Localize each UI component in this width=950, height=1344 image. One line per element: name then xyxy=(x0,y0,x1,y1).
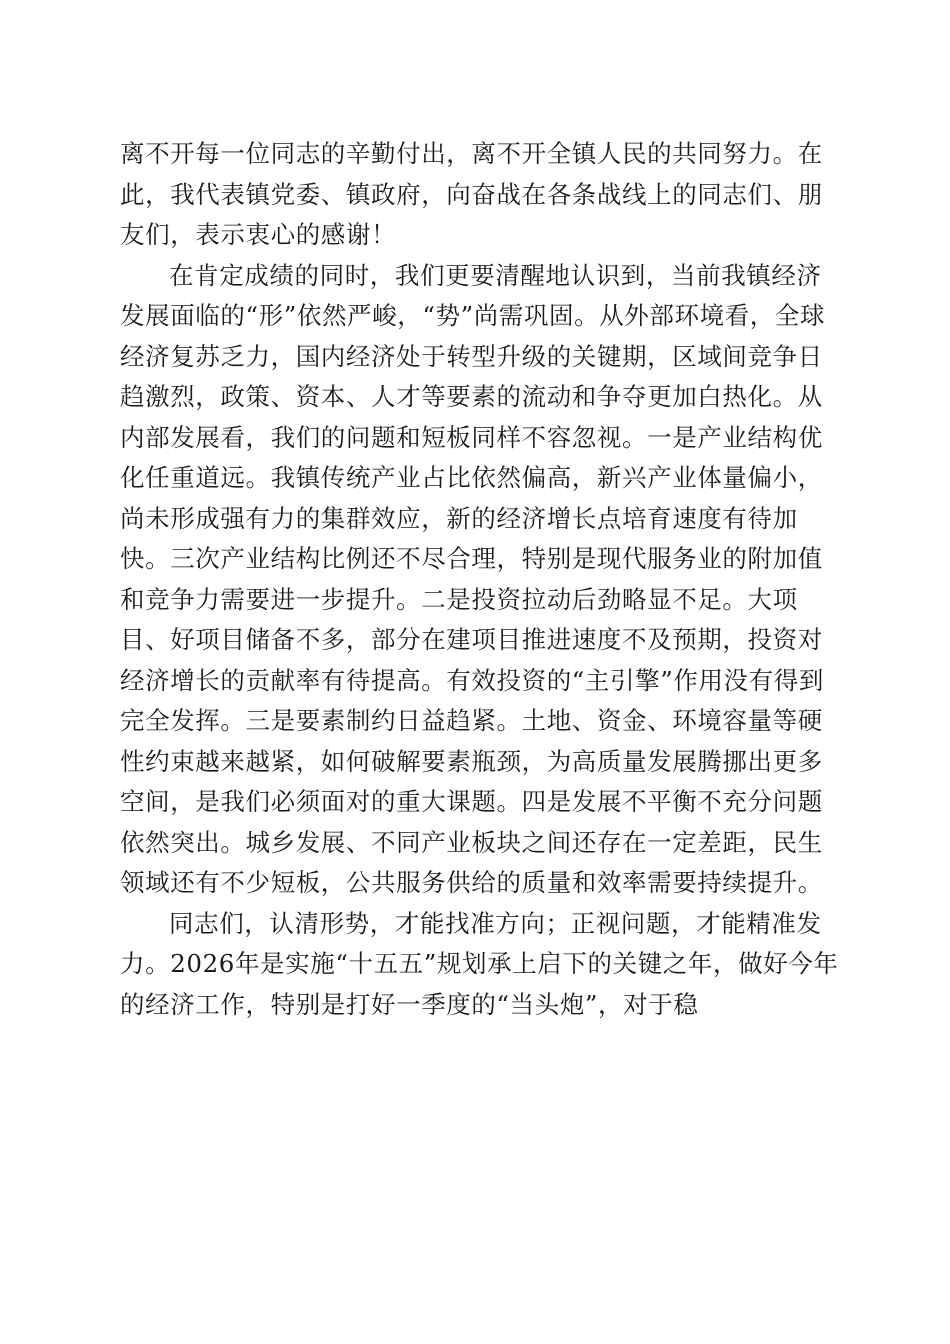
paragraph-direction: 同志们，认清形势，才能找准方向；正视问题，才能精准发力。2026年是实施“十五五”规划承上启下的关键之年，做好今年的经济工作，特别是打好一季度的“当头炮”，对于稳 xyxy=(120,908,839,1019)
paragraph-situation-analysis: 在肯定成绩的同时，我们更要清醒地认识到，当前我镇经济发展面临的“形”依然严峻，“势”尚需巩固。从外部环境看，全球经济复苏乏力，国内经济处于转型升级的关键期，区域间竞争日趋激烈，政策、资本、人才等要素的流动和争夺更加白热化。从内部发展看，我们的问题和短板同样不容忽视。一是产业结构优化任重道远。我镇传统产业占比依然偏高，新兴产业体量偏小，尚未形成强有力的集群效应，新的经济增长点培育速度有待加快。三次产业结构比例还不尽合理，特别是现代服务业的附加值和竞争力需要进一步提升。二是投资拉动后劲略显不足。大项目、好项目储备不多，部分在建项目推进速度不及预期，投资对经济增长的贡献率有待提高。有效投资的“主引擎”作用没有得到完全发挥。三是要素制约日益趋紧。土地、资金、环境容量等硬性约束越来越紧，如何破解要素瓶颈，为高质量发展腾挪出更多空间，是我们必须面对的重大课题。四是发展不平衡不充分问题依然突出。城乡发展、不同产业板块之间还存在一定差距，民生领域还有不少短板，公共服务供给的质量和效率需要持续提升。 xyxy=(120,260,826,897)
document-body xyxy=(120,134,840,1025)
paragraph-continuation: 离不开每一位同志的辛勤付出，离不开全镇人民的共同努力。在此，我代表镇党委、镇政府，向奋战在各条战线上的同志们、朋友们，表示衷心的感谢！ xyxy=(120,139,823,249)
